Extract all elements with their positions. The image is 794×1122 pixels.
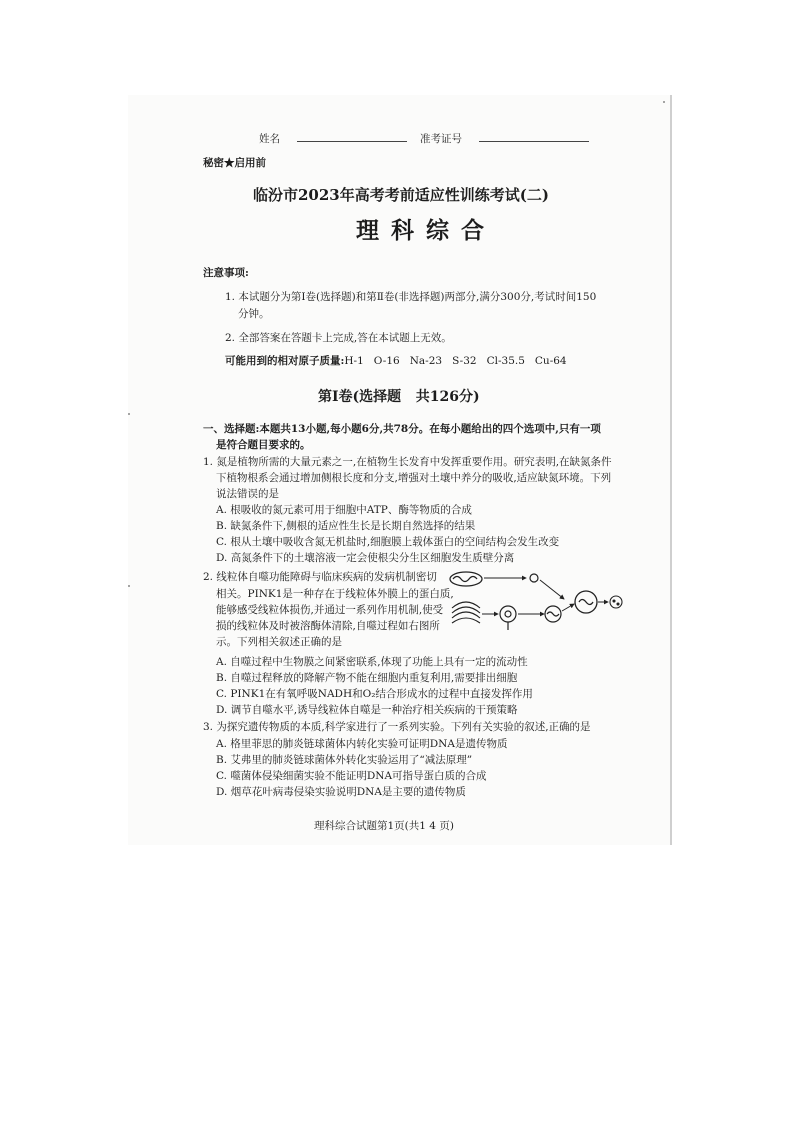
scan-speck [128, 585, 130, 587]
notice-heading: 注意事项: [203, 267, 249, 279]
vesicle-icon [530, 574, 538, 582]
part-one-title: 第Ⅰ卷(选择题 共126分) [318, 389, 480, 405]
q1-stem-line-2: 下植物根系会通过增加侧根长度和分支,增强对土壤中养分的吸收,适应缺氮环境。下列 [216, 472, 612, 484]
mitophagy-diagram [448, 568, 624, 644]
name-field [259, 131, 407, 147]
phagophore-icon [500, 606, 516, 630]
q2-option-d: D. 调节自噬水平,诱导线粒体自噬是一种治疗相关疾病的干预策略 [216, 704, 518, 716]
autolysosome-icon [575, 591, 597, 613]
notice-item-1-cont: 分钟。 [238, 308, 270, 320]
q1-option-d: D. 高氮条件下的土壤溶液一定会使根尖分生区细胞发生质壁分离 [216, 552, 515, 564]
id-label: 准考证号 [420, 133, 462, 145]
autophagosome-icon [545, 606, 561, 622]
q3-option-b: B. 艾弗里的肺炎链球菌体外转化实验运用了“减法原理” [216, 754, 473, 766]
id-field [420, 131, 589, 147]
exam-title: 临汾市2023年高考考前适应性训练考试(二) [253, 186, 549, 204]
q2-stem-line-3: 能够感受线粒体损伤,并通过一系列作用机制,使受 [216, 604, 444, 616]
lysosome-icon [610, 596, 622, 608]
q1-option-b: B. 缺氮条件下,侧根的适应性生长是长期自然选择的结果 [216, 520, 476, 532]
q3-stem: 3. 为探究遗传物质的本质,科学家进行了一系列实验。下列有关实验的叙述,正确的是 [203, 721, 591, 733]
q2-option-a: A. 自噬过程中生物膜之间紧密联系,体现了功能上具有一定的流动性 [216, 656, 528, 668]
q3-option-d: D. 烟草花叶病毒侵染实验说明DNA是主要的遗传物质 [216, 786, 466, 798]
endoplasmic-reticulum-icon [452, 602, 480, 623]
name-label: 姓名 [259, 133, 280, 145]
q2-stem-line-1: 2. 线粒体自噬功能障碍与临床疾病的发病机制密切 [203, 571, 437, 583]
name-underline [297, 131, 407, 142]
q1-option-a: A. 根吸收的氮元素可用于细胞中ATP、酶等物质的合成 [216, 504, 472, 516]
atomic-mass-label: 可能用到的相对原子质量: [225, 355, 345, 367]
q1-stem-line-1: 1. 氮是植物所需的大量元素之一,在植物生长发育中发挥重要作用。研究表明,在缺氮条件 [203, 456, 612, 468]
q2-stem-line-4: 损的线粒体及时被溶酶体清除,自噬过程如右图所 [216, 620, 440, 632]
q1-option-c: C. 根从土壤中吸收含氮无机盐时,细胞膜上载体蛋白的空间结构会发生改变 [216, 536, 560, 548]
subject-title: 理 科 综 合 [356, 217, 487, 244]
notice-item-1: 1. 本试题分为第Ⅰ卷(选择题)和第Ⅱ卷(非选择题)两部分,满分300分,考试时间150 [225, 291, 597, 303]
q2-option-c: C. PINK1在有氧呼吸NADH和O₂结合形成水的过程中直接发挥作用 [216, 688, 533, 700]
q1-stem-line-3: 说法错误的是 [216, 488, 279, 500]
scan-speck [128, 413, 130, 415]
scan-speck [663, 101, 665, 103]
atomic-mass-line [225, 353, 567, 369]
mitochondrion-icon [450, 572, 482, 586]
notice-item-2: 2. 全部答案在答题卡上完成,答在本试题上无效。 [225, 332, 452, 344]
page-footer: 理科综合试题第1页(共1 4 页) [314, 820, 454, 832]
section-instruction-line-2: 是符合题目要求的。 [216, 439, 311, 451]
q2-stem-line-2: 相关。PINK1是一种存在于线粒体外膜上的蛋白质, [216, 588, 454, 600]
q2-stem-line-5: 示。下列相关叙述正确的是 [216, 636, 342, 648]
id-underline [479, 131, 589, 142]
section-instruction-line-1: 一、选择题:本题共13小题,每小题6分,共78分。在每小题给出的四个选项中,只有一项 [203, 423, 601, 435]
q3-option-a: A. 格里菲思的肺炎链球菌体内转化实验可证明DNA是遗传物质 [216, 738, 508, 750]
atomic-mass-values: H-1 O-16 Na-23 S-32 Cl-35.5 Cu-64 [344, 355, 567, 367]
q2-option-b: B. 自噬过程释放的降解产物不能在细胞内重复利用,需要排出细胞 [216, 672, 518, 684]
secret-mark: 秘密★启用前 [203, 157, 266, 169]
q3-option-c: C. 噬菌体侵染细菌实验不能证明DNA可指导蛋白质的合成 [216, 770, 487, 782]
